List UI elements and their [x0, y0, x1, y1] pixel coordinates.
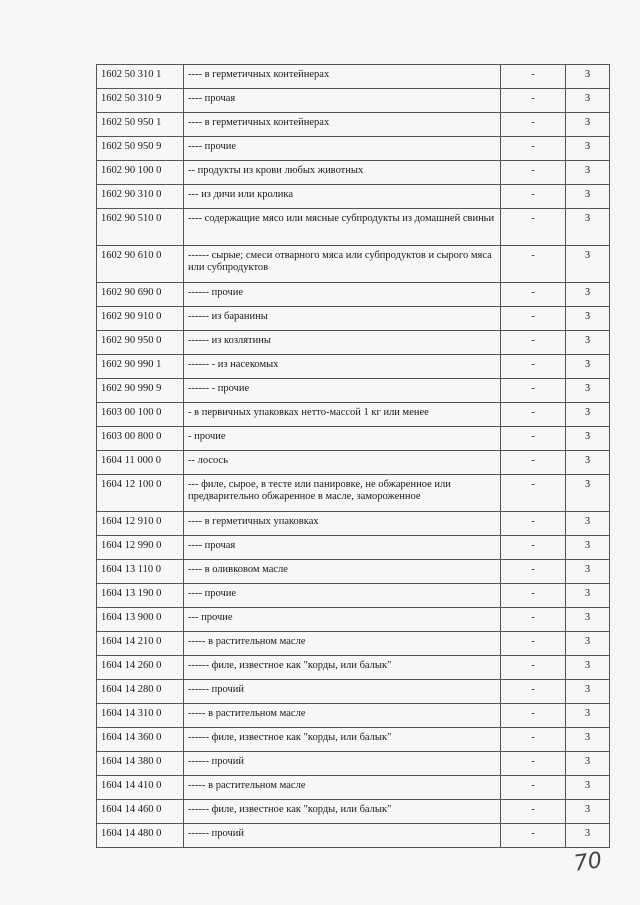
table-row — [97, 137, 610, 161]
description-cell: ------ филе, известное как "корды, или балык" — [184, 728, 501, 752]
code-cell: 1602 90 690 0 — [97, 283, 184, 307]
duty-cell: - — [501, 608, 566, 632]
rate-cell: 3 — [566, 475, 610, 512]
table-row — [97, 680, 610, 704]
code-cell: 1604 13 190 0 — [97, 584, 184, 608]
rate-cell: 3 — [566, 113, 610, 137]
table-row — [97, 89, 610, 113]
page-number: 70 — [572, 848, 604, 877]
rate-cell: 3 — [566, 246, 610, 283]
description-cell: ---- прочая — [184, 536, 501, 560]
code-cell: 1604 14 280 0 — [97, 680, 184, 704]
duty-cell: - — [501, 283, 566, 307]
table-row — [97, 331, 610, 355]
duty-cell: - — [501, 403, 566, 427]
code-cell: 1604 12 910 0 — [97, 512, 184, 536]
rate-cell: 3 — [566, 728, 610, 752]
duty-cell: - — [501, 65, 566, 89]
table-row — [97, 185, 610, 209]
table-row — [97, 560, 610, 584]
table-row — [97, 379, 610, 403]
duty-cell: - — [501, 752, 566, 776]
description-cell: ------ из баранины — [184, 307, 501, 331]
code-cell: 1604 14 210 0 — [97, 632, 184, 656]
code-cell: 1604 13 110 0 — [97, 560, 184, 584]
description-cell: ------ филе, известное как "корды, или балык" — [184, 800, 501, 824]
code-cell: 1604 11 000 0 — [97, 451, 184, 475]
rate-cell: 3 — [566, 752, 610, 776]
description-cell: ------ сырые; смеси отварного мяса или субпродуктов и сырого мяса или субпродуктов — [184, 246, 501, 283]
code-cell: 1602 50 310 9 — [97, 89, 184, 113]
table-row — [97, 283, 610, 307]
code-cell: 1602 50 310 1 — [97, 65, 184, 89]
description-cell: ----- в растительном масле — [184, 704, 501, 728]
duty-cell: - — [501, 89, 566, 113]
duty-cell: - — [501, 584, 566, 608]
rate-cell: 3 — [566, 632, 610, 656]
duty-cell: - — [501, 632, 566, 656]
code-cell: 1604 12 990 0 — [97, 536, 184, 560]
rate-cell: 3 — [566, 824, 610, 848]
table-row — [97, 752, 610, 776]
code-cell: 1604 14 260 0 — [97, 656, 184, 680]
code-cell: 1604 14 480 0 — [97, 824, 184, 848]
description-cell: -- лосось — [184, 451, 501, 475]
duty-cell: - — [501, 680, 566, 704]
code-cell: 1602 90 310 0 — [97, 185, 184, 209]
duty-cell: - — [501, 800, 566, 824]
code-cell: 1602 90 510 0 — [97, 209, 184, 246]
table-row — [97, 403, 610, 427]
description-cell: --- из дичи или кролика — [184, 185, 501, 209]
code-cell: 1604 14 410 0 — [97, 776, 184, 800]
duty-cell: - — [501, 113, 566, 137]
table-row — [97, 824, 610, 848]
rate-cell: 3 — [566, 776, 610, 800]
description-cell: ---- в герметичных контейнерах — [184, 113, 501, 137]
description-cell: ----- в растительном масле — [184, 632, 501, 656]
table-row — [97, 728, 610, 752]
table-row — [97, 427, 610, 451]
description-cell: ------ прочий — [184, 752, 501, 776]
rate-cell: 3 — [566, 89, 610, 113]
duty-cell: - — [501, 451, 566, 475]
description-cell: - в первичных упаковках нетто-массой 1 кг или менее — [184, 403, 501, 427]
table-row — [97, 704, 610, 728]
code-cell: 1604 14 380 0 — [97, 752, 184, 776]
description-cell: --- филе, сырое, в тесте или панировке, не обжаренное или предварительно обжаренное в масле, замороженное — [184, 475, 501, 512]
table-row — [97, 632, 610, 656]
rate-cell: 3 — [566, 704, 610, 728]
code-cell: 1604 13 900 0 — [97, 608, 184, 632]
table-row — [97, 113, 610, 137]
description-cell: ---- содержащие мясо или мясные субпродукты из домашней свиньи — [184, 209, 501, 246]
duty-cell: - — [501, 379, 566, 403]
rate-cell: 3 — [566, 355, 610, 379]
duty-cell: - — [501, 331, 566, 355]
description-cell: ------ прочий — [184, 680, 501, 704]
description-cell: ------ прочий — [184, 824, 501, 848]
description-cell: ------ филе, известное как "корды, или балык" — [184, 656, 501, 680]
table-row — [97, 246, 610, 283]
duty-cell: - — [501, 427, 566, 451]
description-cell: ------ - прочие — [184, 379, 501, 403]
rate-cell: 3 — [566, 680, 610, 704]
duty-cell: - — [501, 704, 566, 728]
description-cell: ---- прочие — [184, 584, 501, 608]
table-row — [97, 475, 610, 512]
rate-cell: 3 — [566, 185, 610, 209]
description-cell: ---- прочая — [184, 89, 501, 113]
duty-cell: - — [501, 824, 566, 848]
code-cell: 1602 90 950 0 — [97, 331, 184, 355]
rate-cell: 3 — [566, 403, 610, 427]
description-cell: ------ прочие — [184, 283, 501, 307]
description-cell: - прочие — [184, 427, 501, 451]
description-cell: ----- в растительном масле — [184, 776, 501, 800]
rate-cell: 3 — [566, 65, 610, 89]
description-cell: ---- в герметичных контейнерах — [184, 65, 501, 89]
rate-cell: 3 — [566, 608, 610, 632]
duty-cell: - — [501, 560, 566, 584]
table-row — [97, 776, 610, 800]
description-cell: -- продукты из крови любых животных — [184, 161, 501, 185]
table-row — [97, 451, 610, 475]
code-cell: 1602 90 910 0 — [97, 307, 184, 331]
code-cell: 1602 90 610 0 — [97, 246, 184, 283]
duty-cell: - — [501, 307, 566, 331]
description-cell: ------ из козлятины — [184, 331, 501, 355]
duty-cell: - — [501, 137, 566, 161]
table-row — [97, 656, 610, 680]
code-cell: 1603 00 100 0 — [97, 403, 184, 427]
table-row — [97, 161, 610, 185]
table-row — [97, 209, 610, 246]
duty-cell: - — [501, 246, 566, 283]
table-row — [97, 800, 610, 824]
rate-cell: 3 — [566, 512, 610, 536]
duty-cell: - — [501, 512, 566, 536]
code-cell: 1602 50 950 1 — [97, 113, 184, 137]
rate-cell: 3 — [566, 307, 610, 331]
duty-cell: - — [501, 776, 566, 800]
rate-cell: 3 — [566, 379, 610, 403]
rate-cell: 3 — [566, 536, 610, 560]
code-cell: 1604 12 100 0 — [97, 475, 184, 512]
tariff-table — [96, 64, 610, 848]
rate-cell: 3 — [566, 161, 610, 185]
code-cell: 1604 14 310 0 — [97, 704, 184, 728]
rate-cell: 3 — [566, 137, 610, 161]
table-row — [97, 584, 610, 608]
description-cell: --- прочие — [184, 608, 501, 632]
duty-cell: - — [501, 656, 566, 680]
table-row — [97, 307, 610, 331]
code-cell: 1604 14 360 0 — [97, 728, 184, 752]
table-row — [97, 536, 610, 560]
rate-cell: 3 — [566, 283, 610, 307]
rate-cell: 3 — [566, 800, 610, 824]
description-cell: ------ - из насекомых — [184, 355, 501, 379]
duty-cell: - — [501, 161, 566, 185]
code-cell: 1604 14 460 0 — [97, 800, 184, 824]
duty-cell: - — [501, 185, 566, 209]
code-cell: 1602 90 990 1 — [97, 355, 184, 379]
code-cell: 1603 00 800 0 — [97, 427, 184, 451]
code-cell: 1602 90 990 9 — [97, 379, 184, 403]
table-row — [97, 65, 610, 89]
table-row — [97, 512, 610, 536]
duty-cell: - — [501, 209, 566, 246]
rate-cell: 3 — [566, 209, 610, 246]
rate-cell: 3 — [566, 427, 610, 451]
code-cell: 1602 90 100 0 — [97, 161, 184, 185]
duty-cell: - — [501, 355, 566, 379]
description-cell: ---- в герметичных упаковках — [184, 512, 501, 536]
duty-cell: - — [501, 728, 566, 752]
code-cell: 1602 50 950 9 — [97, 137, 184, 161]
rate-cell: 3 — [566, 584, 610, 608]
rate-cell: 3 — [566, 560, 610, 584]
duty-cell: - — [501, 475, 566, 512]
description-cell: ---- прочие — [184, 137, 501, 161]
duty-cell: - — [501, 536, 566, 560]
rate-cell: 3 — [566, 451, 610, 475]
table-row — [97, 355, 610, 379]
rate-cell: 3 — [566, 656, 610, 680]
description-cell: ---- в оливковом масле — [184, 560, 501, 584]
table-row — [97, 608, 610, 632]
rate-cell: 3 — [566, 331, 610, 355]
